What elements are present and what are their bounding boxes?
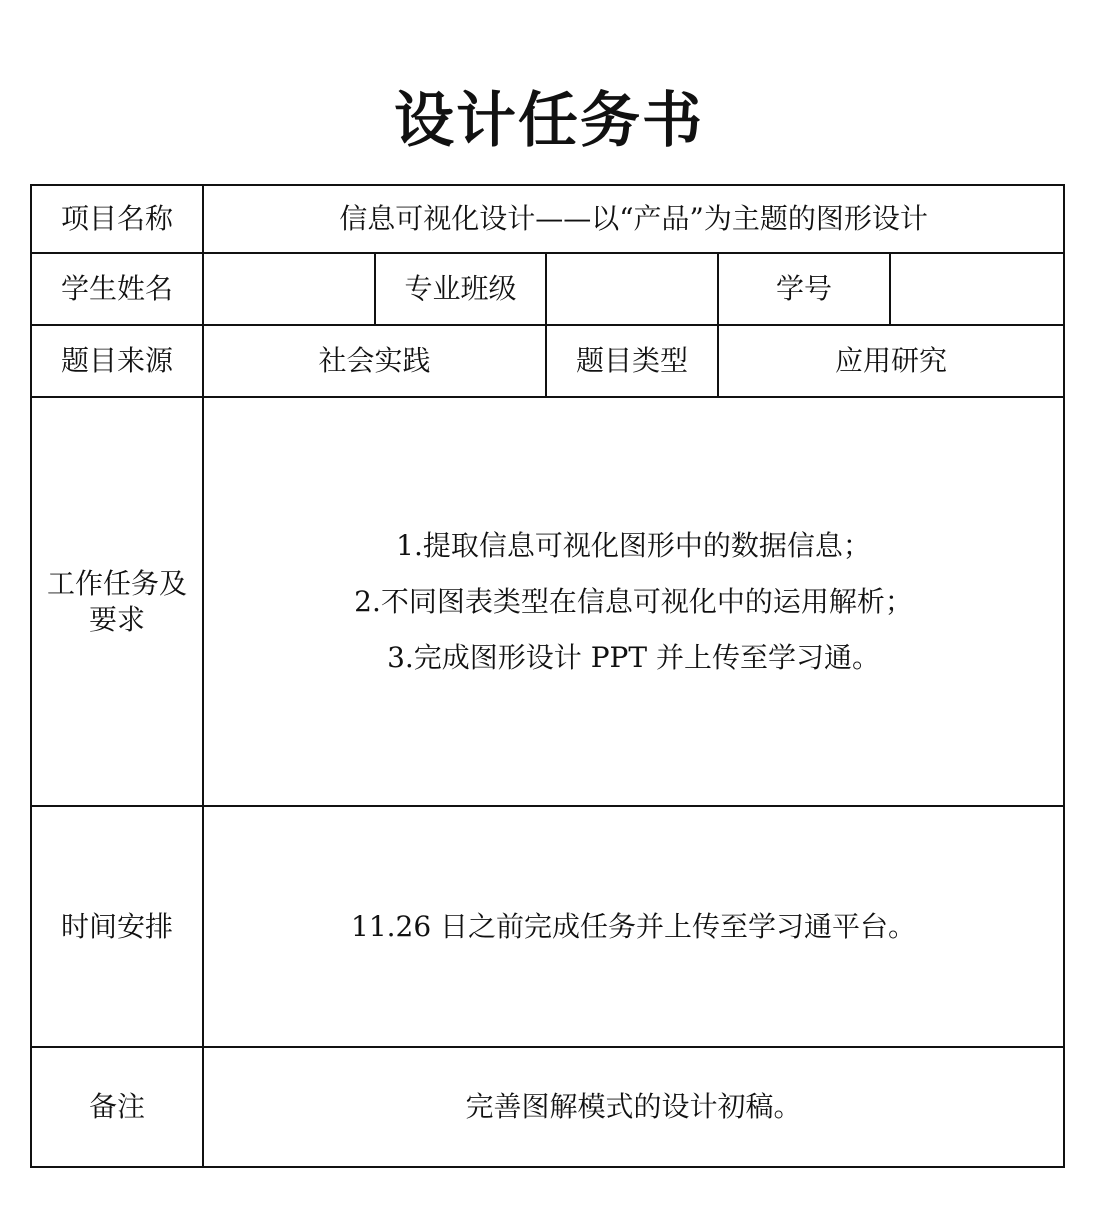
task-table xyxy=(30,184,1065,1168)
schedule-label: 时间安排 xyxy=(31,806,203,1047)
remarks-value: 完善图解模式的设计初稿。 xyxy=(203,1047,1064,1167)
project-name-label: 项目名称 xyxy=(31,185,203,253)
topic-source-value: 社会实践 xyxy=(203,325,546,397)
row-tasks xyxy=(31,397,1064,806)
topic-type-label: 题目类型 xyxy=(546,325,718,397)
major-class-label: 专业班级 xyxy=(375,253,546,325)
row-schedule xyxy=(31,806,1064,1047)
row-student-info xyxy=(31,253,1064,325)
tasks-content xyxy=(203,397,1064,806)
project-name-value: 信息可视化设计——以“产品”为主题的图形设计 xyxy=(203,185,1064,253)
topic-type-value: 应用研究 xyxy=(718,325,1064,397)
student-name-value xyxy=(203,253,375,325)
row-project-name xyxy=(31,185,1064,253)
student-name-label: 学生姓名 xyxy=(31,253,203,325)
row-remarks xyxy=(31,1047,1064,1167)
remarks-label: 备注 xyxy=(31,1047,203,1167)
document-title: 设计任务书 xyxy=(394,86,704,156)
student-id-value xyxy=(890,253,1064,325)
task-item: 3.完成图形设计 PPT 并上传至学习通。 xyxy=(387,640,880,674)
tasks-label: 工作任务及要求 xyxy=(31,397,203,806)
task-item: 1.提取信息可视化图形中的数据信息； xyxy=(396,528,871,562)
major-class-value xyxy=(546,253,718,325)
task-item: 2.不同图表类型在信息可视化中的运用解析； xyxy=(354,584,913,618)
row-topic xyxy=(31,325,1064,397)
student-id-label: 学号 xyxy=(718,253,890,325)
topic-source-label: 题目来源 xyxy=(31,325,203,397)
schedule-value: 11.26 日之前完成任务并上传至学习通平台。 xyxy=(203,806,1064,1047)
